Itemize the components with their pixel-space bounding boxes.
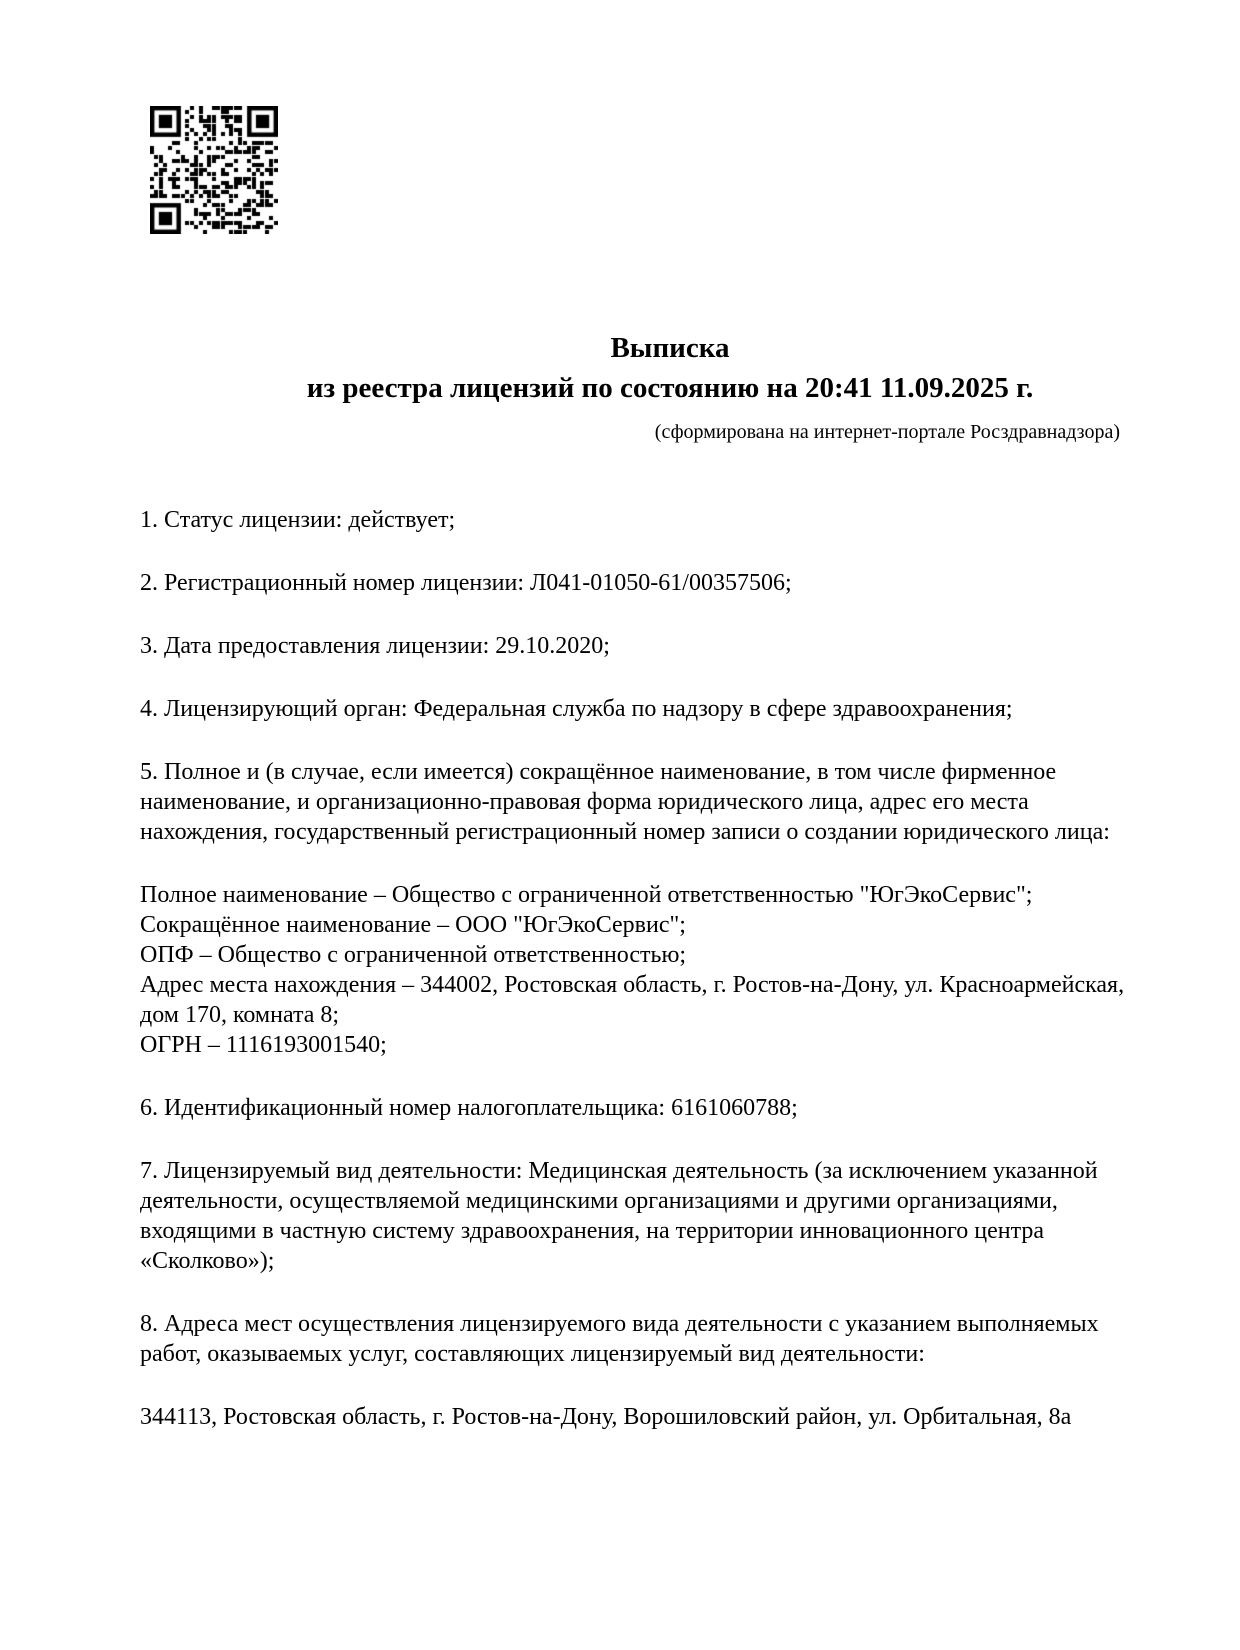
page-title xyxy=(140,328,1150,408)
title-line-1: Выписка xyxy=(610,332,730,364)
org-ogrn: ОГРН – 1116193001540; xyxy=(140,1032,387,1058)
para-inn: 6. Идентификационный номер налогоплательщика: 6161060788; xyxy=(140,1095,798,1121)
subtitle-note: (сформирована на интернет-портале Росздравнадзора) xyxy=(654,421,1120,443)
org-opf: ОПФ – Общество с ограниченной ответственностью; xyxy=(140,942,687,968)
para-activity-addresses-heading: 8. Адреса мест осуществления лицензируемого вида деятельности с указанием выполняемых работ, оказываемых услуг, составляющих лицензируемый вид деятельности: xyxy=(140,1311,1099,1367)
para-licensing-authority: 4. Лицензирующий орган: Федеральная служба по надзору в сфере здравоохранения; xyxy=(140,696,1013,722)
para-org-info-heading: 5. Полное и (в случае, если имеется) сокращённое наименование, в том числе фирменное наименование, и организационно-правовая форма юридического лица, адрес его места нахождения, государственный регистрационный номер записи о создании юридического лица: xyxy=(140,759,1110,845)
org-address: Адрес места нахождения – 344002, Ростовская область, г. Ростов-на-Дону, ул. Красноармейская, дом 170, комната 8; xyxy=(140,972,1125,1028)
org-full-name: Полное наименование – Общество с ограниченной ответственностью "ЮгЭкоСервис"; xyxy=(140,882,1033,908)
document-body xyxy=(140,505,1150,1432)
para-activity-type: 7. Лицензируемый вид деятельности: Медицинская деятельность (за исключением указанной деятельности, осуществляемой медицинскими организациями и другими организациями, входящими в частную систему здравоохранения, на территории инновационного центра «Сколково»); xyxy=(140,1158,1098,1274)
para-license-date: 3. Дата предоставления лицензии: 29.10.2020; xyxy=(140,633,610,659)
org-details-block xyxy=(140,880,1150,1060)
para-registration-number: 2. Регистрационный номер лицензии: Л041-01050-61/00357506; xyxy=(140,570,792,596)
org-short-name: Сокращённое наименование – ООО "ЮгЭкоСервис"; xyxy=(140,912,686,938)
title-line-2: из реестра лицензий по состоянию на 20:41 11.09.2025 г. xyxy=(306,372,1034,404)
para-license-status: 1. Статус лицензии: действует; xyxy=(140,507,456,533)
document-content xyxy=(140,0,1150,1432)
activity-address: 344113, Ростовская область, г. Ростов-на-Дону, Ворошиловский район, ул. Орбитальная, 8а xyxy=(140,1404,1072,1430)
